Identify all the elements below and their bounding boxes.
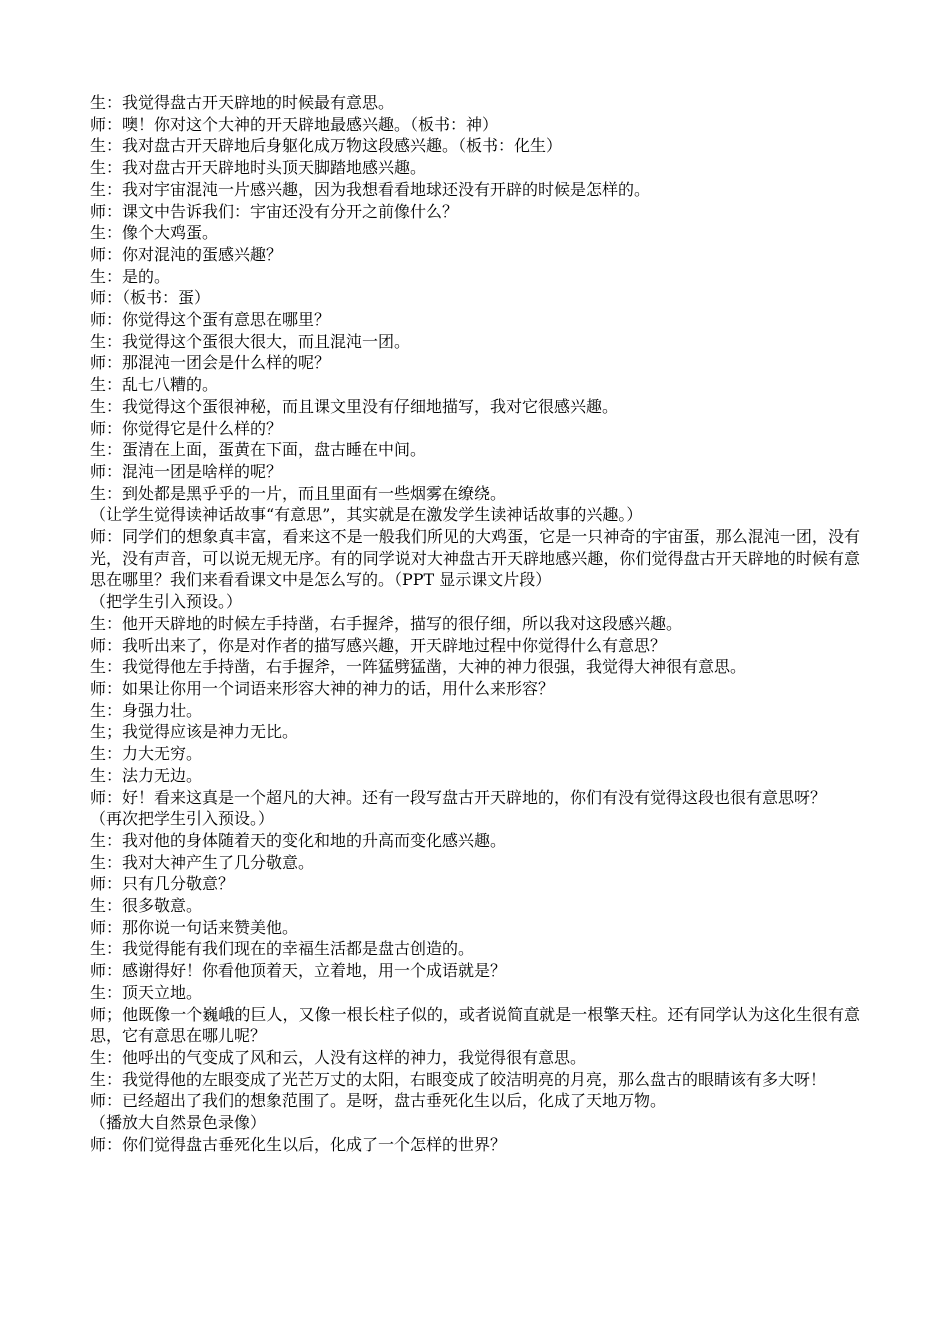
dialogue-line: 生：我觉得他的左眼变成了光芒万丈的太阳，右眼变成了皎洁明亮的月亮，那么盘古的眼睛该有多大呀！ — [90, 1069, 827, 1089]
dialogue-line: 生：蛋清在上面，蛋黄在下面，盘古睡在中间。 — [90, 440, 427, 460]
dialogue-line: 生：我对盘古开天辟地时头顶天脚踏地感兴趣。 — [90, 158, 427, 178]
dialogue-line: 生：我对他的身体随着天的变化和地的升高而变化感兴趣。 — [90, 830, 507, 850]
dialogue-line: 生：我对大神产生了几分敬意。 — [90, 852, 315, 872]
dialogue-line: 生；我觉得应该是神力无比。 — [90, 722, 299, 742]
dialogue-line: 生：法力无边。 — [90, 765, 203, 785]
dialogue-line: 师：好！看来这真是一个超凡的大神。还有一段写盘古开天辟地的，你们有没有觉得这段也很有意思呀？ — [90, 787, 827, 807]
dialogue-line: 师；他既像一个巍峨的巨人，又像一根长柱子似的，或者说简直就是一根擎天柱。还有同学认为这化生很有意思，它有意思在哪儿呢？ — [90, 1004, 860, 1046]
dialogue-line: 生：到处都是黑乎乎的一片，而且里面有一些烟雾在缭绕。 — [90, 483, 507, 503]
dialogue-line: 生：我对盘古开天辟地后身躯化成万物这段感兴趣。（板书：化生） — [90, 136, 563, 156]
dialogue-line: 师：同学们的想象真丰富，看来这不是一般我们所见的大鸡蛋，它是一只神奇的宇宙蛋，那么混沌一团，没有光，没有声音，可以说无规无序。有的同学说对大神盘古开天辟地感兴趣，你们觉得盘古开天辟地的时候有意思在哪里？我们来看看课文中是怎么写的。（PPT 显示课文片段） — [90, 527, 860, 590]
teaching-note: （播放大自然景色录像） — [90, 1113, 267, 1133]
dialogue-line: 师：你对混沌的蛋感兴趣？ — [90, 244, 283, 264]
dialogue-line: 师：你们觉得盘古垂死化生以后，化成了一个怎样的世界？ — [90, 1134, 507, 1154]
dialogue-line: 师：我听出来了，你是对作者的描写感兴趣，开天辟地过程中你觉得什么有意思？ — [90, 635, 667, 655]
dialogue-line: 生：他开天辟地的时候左手持凿，右手握斧，描写的很仔细，所以我对这段感兴趣。 — [90, 613, 683, 633]
dialogue-line: 师：你觉得它是什么样的？ — [90, 418, 283, 438]
dialogue-line: 生：我觉得这个蛋很神秘，而且课文里没有仔细地描写，我对它很感兴趣。 — [90, 396, 619, 416]
dialogue-line: 生：我觉得他左手持凿，右手握斧，一阵猛劈猛凿，大神的神力很强，我觉得大神很有意思。 — [90, 657, 747, 677]
dialogue-line: 师：混沌一团是啥样的呢？ — [90, 461, 283, 481]
dialogue-line: 生：我觉得能有我们现在的幸福生活都是盘古创造的。 — [90, 939, 475, 959]
dialogue-line: 生：顶天立地。 — [90, 982, 203, 1002]
dialogue-line: 师：你觉得这个蛋有意思在哪里？ — [90, 310, 331, 330]
document-body — [90, 92, 860, 1155]
dialogue-line: 生：像个大鸡蛋。 — [90, 223, 219, 243]
dialogue-line: 师：（板书：蛋） — [90, 288, 211, 308]
dialogue-line: 生：我对宇宙混沌一片感兴趣，因为我想看看地球还没有开辟的时候是怎样的。 — [90, 179, 651, 199]
dialogue-line: 师：课文中告诉我们：宇宙还没有分开之前像什么？ — [90, 201, 459, 221]
dialogue-line: 生：是的。 — [90, 266, 171, 286]
dialogue-line: 生：我觉得这个蛋很大很大，而且混沌一团。 — [90, 331, 411, 351]
dialogue-line: 师：那你说一句话来赞美他。 — [90, 917, 299, 937]
dialogue-line: 师：那混沌一团会是什么样的呢？ — [90, 353, 331, 373]
teaching-note: （把学生引入预设。） — [90, 592, 243, 612]
dialogue-line: 师：感谢得好！你看他顶着天，立着地，用一个成语就是？ — [90, 961, 507, 981]
dialogue-line: 师：已经超出了我们的想象范围了。是呀，盘古垂死化生以后，化成了天地万物。 — [90, 1091, 667, 1111]
teaching-note: （让学生觉得读神话故事“有意思”，其实就是在激发学生读神话故事的兴趣。） — [90, 505, 643, 525]
dialogue-line: 生：我觉得盘古开天辟地的时候最有意思。 — [90, 93, 395, 112]
dialogue-line: 生：很多敬意。 — [90, 896, 203, 916]
dialogue-line: 师：只有几分敬意？ — [90, 874, 235, 894]
teaching-note: （再次把学生引入预设。） — [90, 809, 275, 829]
dialogue-line: 生：他呼出的气变成了风和云，人没有这样的神力，我觉得很有意思。 — [90, 1047, 587, 1067]
dialogue-line: 生：乱七八糟的。 — [90, 375, 219, 395]
dialogue-line: 师：噢！你对这个大神的开天辟地最感兴趣。（板书：神） — [90, 114, 499, 134]
dialogue-line: 生：身强力壮。 — [90, 700, 203, 720]
dialogue-line: 生：力大无穷。 — [90, 744, 203, 764]
dialogue-line: 师：如果让你用一个词语来形容大神的神力的话，用什么来形容？ — [90, 678, 555, 698]
